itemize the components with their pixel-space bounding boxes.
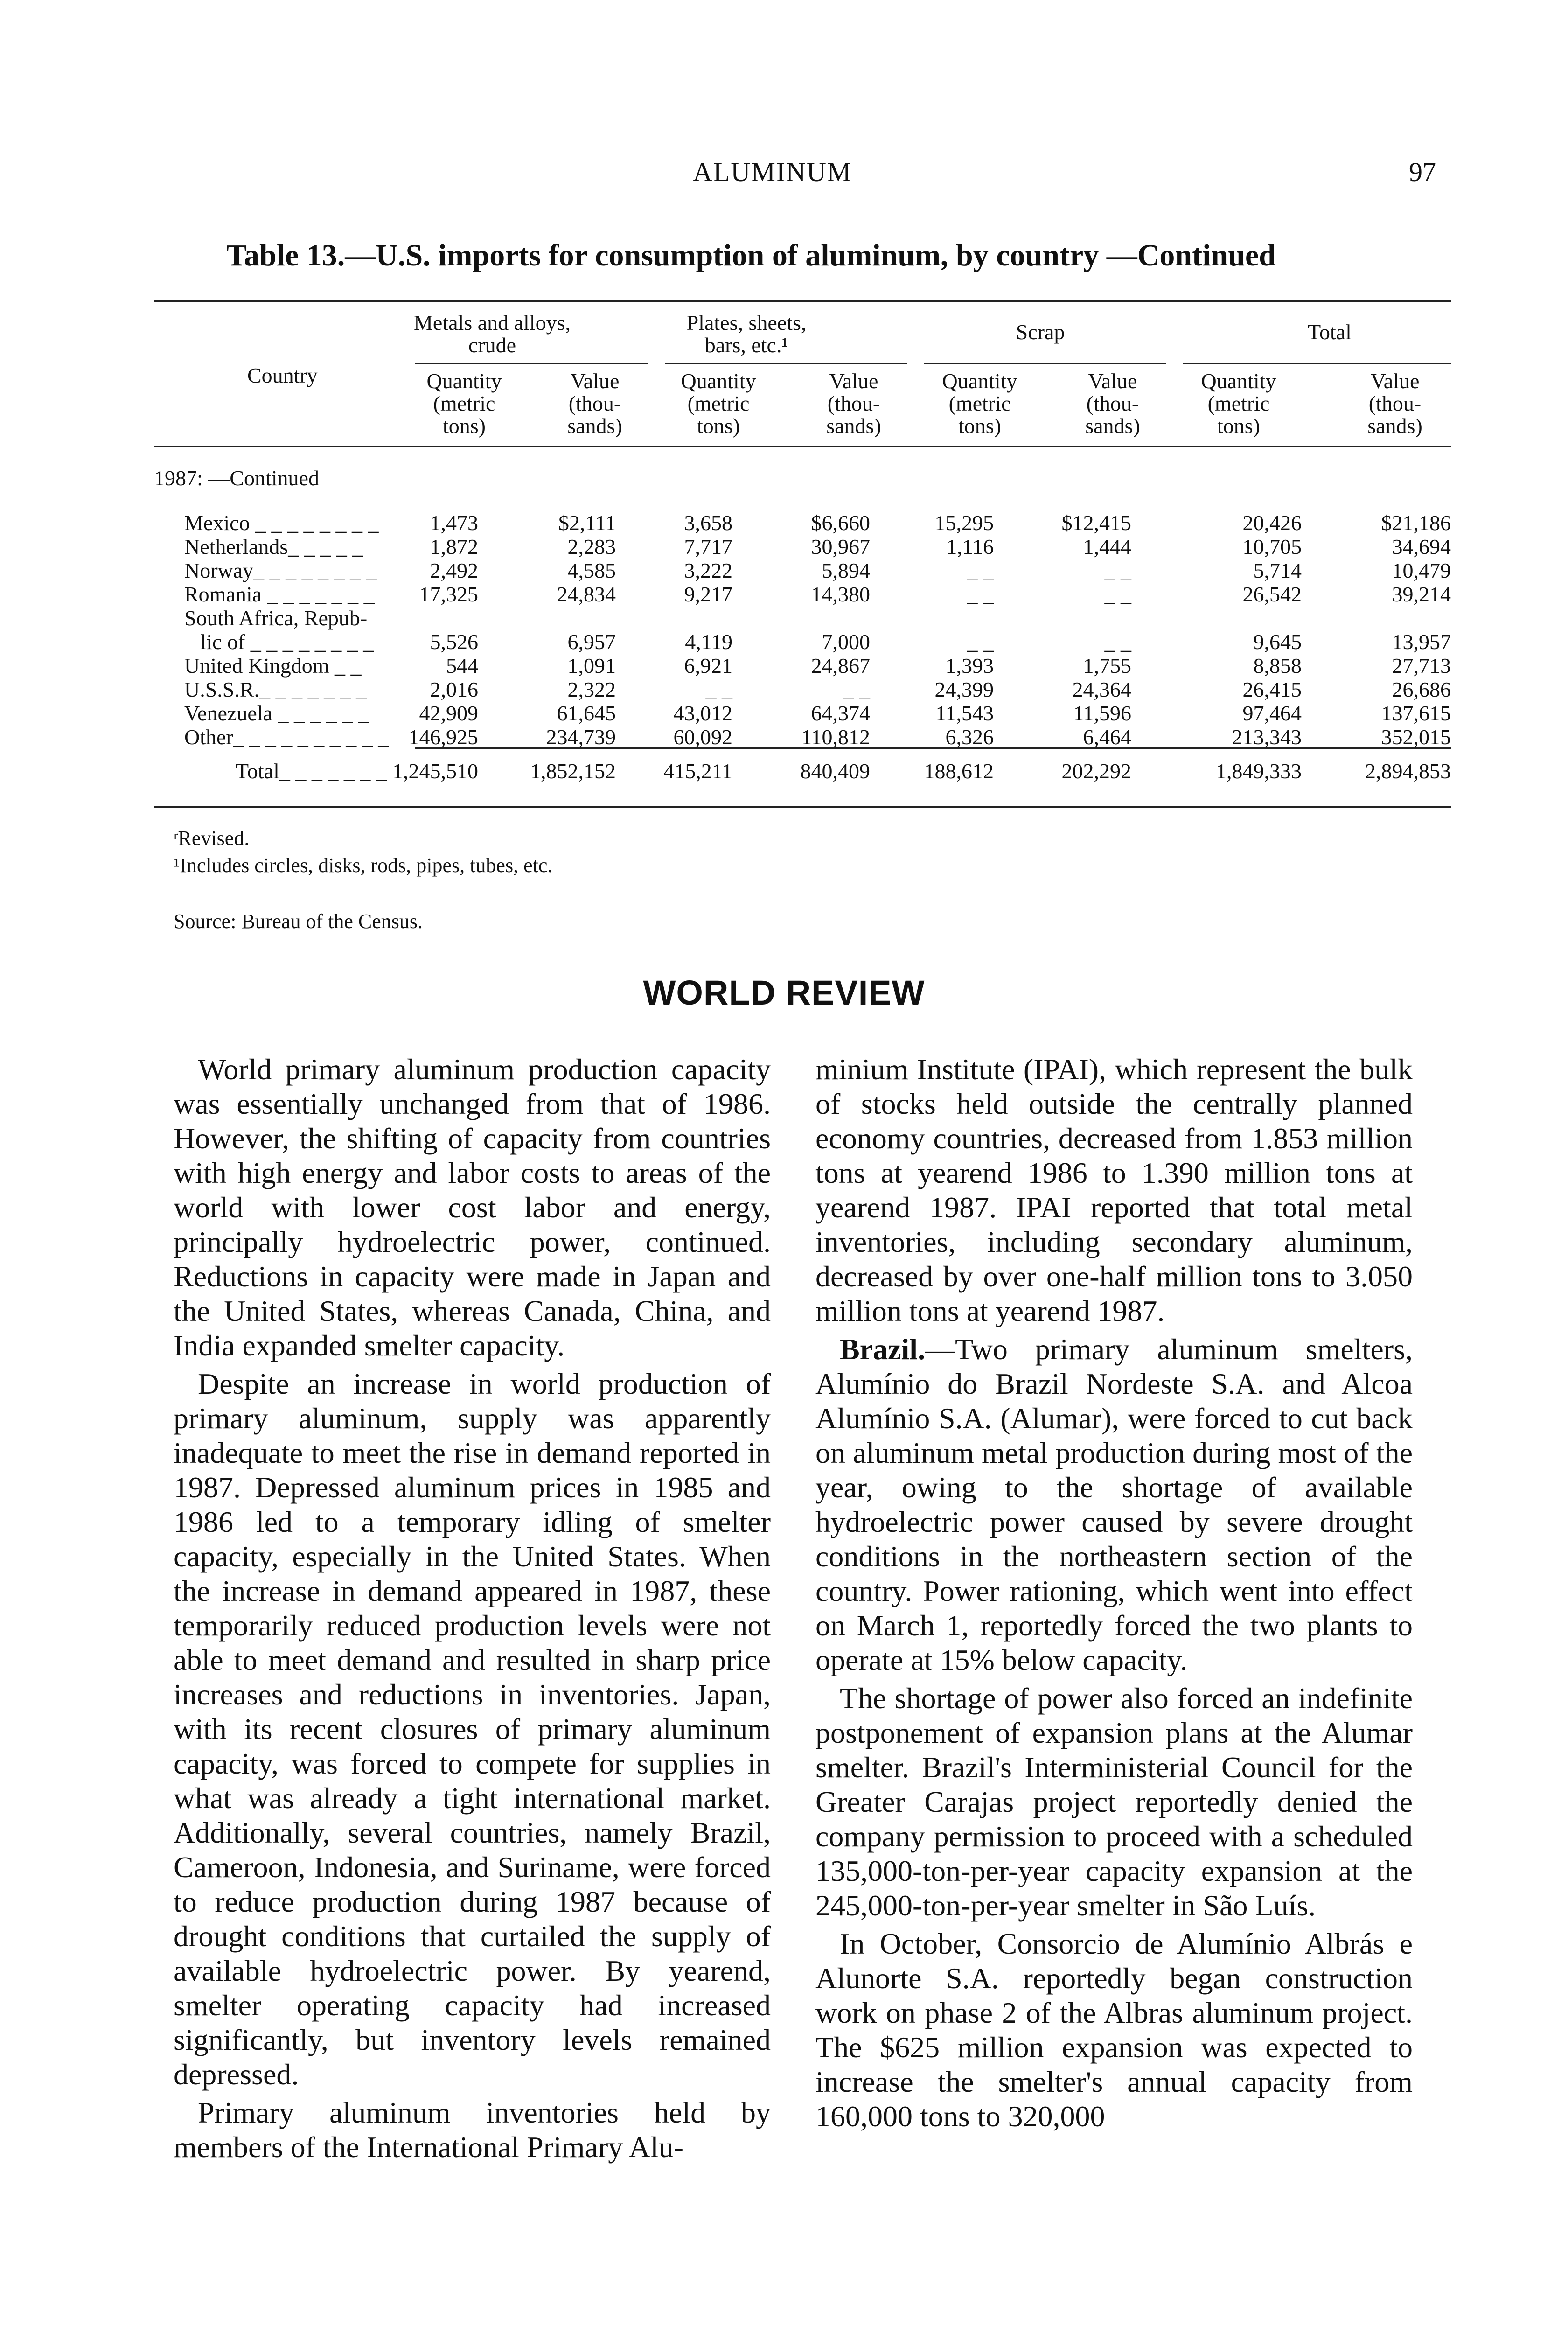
text-column-right [815,1052,1413,2134]
value-cell: $21,186 [1381,511,1451,535]
group-header-total: Total [1308,320,1352,344]
table-bottom-rule [154,806,1451,808]
value-cell: 26,542 [1242,582,1302,606]
country-cell: Other_ _ _ _ _ _ _ _ _ _ [184,725,389,749]
group-rule-total [1183,363,1451,364]
table-row [154,559,1451,583]
total-cell: 2,894,853 [1365,759,1451,783]
value-cell: 137,615 [1381,701,1451,725]
value-cell: 9,645 [1253,630,1302,654]
footnote-includes: ¹Includes circles, disks, rods, pipes, tubes, etc. [174,854,553,877]
group-rule-metals [415,363,648,364]
value-cell: 213,343 [1232,725,1302,749]
value-cell: 6,921 [684,654,732,678]
section-year-label: 1987: —Continued [154,466,319,490]
country-cell: Romania _ _ _ _ _ _ _ [184,582,375,606]
value-cell: _ _ [967,630,994,654]
value-cell: _ _ [967,559,994,582]
value-cell: 2,322 [567,678,616,701]
footnote-revised: ʳRevised. [174,827,250,850]
value-cell: $6,660 [811,511,870,535]
value-cell: 24,399 [934,678,994,701]
value-cell: _ _ [1104,630,1131,654]
value-cell: 17,325 [419,582,478,606]
paragraph: In October, Consorcio de Alumínio Albrás e Alunorte S.A. reportedly began construction work on phase 2 of the Albras aluminum project. The $625 million expansion was expected to increase the smelter's annual capacity from 160,000 tons to 320,000 [815,1927,1413,2133]
value-cell: 5,714 [1253,559,1302,582]
value-cell: 2,016 [430,678,478,701]
country-cell: Mexico _ _ _ _ _ _ _ _ [184,511,379,535]
table-row [154,535,1451,559]
value-cell: 3,222 [684,559,732,582]
value-cell: 1,755 [1083,654,1131,678]
value-cell: 6,957 [567,630,616,654]
value-cell: 42,909 [419,701,478,725]
total-cell: 840,409 [800,759,870,783]
section-title: WORLD REVIEW [643,973,925,1012]
table-row-total [154,760,1451,784]
value-cell: 8,858 [1253,654,1302,678]
table-title: Table 13.—U.S. imports for consumption of aluminum, by country —Continued [226,238,1276,272]
value-cell: 7,717 [684,535,732,559]
subheader-total-value: Value (thou- sands) [1367,369,1422,438]
country-cell: Norway_ _ _ _ _ _ _ _ [184,559,377,582]
value-cell: 6,326 [945,725,994,749]
value-cell: 1,393 [945,654,994,678]
country-cell: U.S.S.R._ _ _ _ _ _ _ [184,678,367,701]
table-row [154,511,1451,536]
table-source: Source: Bureau of the Census. [174,910,423,933]
text-column-left [174,1052,771,2165]
value-cell: 20,426 [1242,511,1302,535]
header-bottom-rule [154,446,1451,447]
page-number: 97 [1409,157,1436,187]
table-row [154,583,1451,607]
value-cell: 39,214 [1392,582,1451,606]
table-footnotes [174,825,552,935]
subheader-total-quantity: Quantity (metric tons) [1201,369,1276,438]
paragraph: Despite an increase in world production of primary aluminum, supply was apparently inadequate to meet the rise in demand reported in 1987. Depressed aluminum prices in 1985 and 1986 led to a temporary idling of smelter capacity, especially in the United States. When the increase in demand appeared in 1987, these temporarily reduced production levels were not able to meet demand and resulted in sharp price increases and reductions in inventories. Japan, with its recent closures of primary aluminum capacity, was forced to compete for supplies in what was already a tight international market. Additionally, several countries, namely Brazil, Cameroon, Indonesia, and Suriname, were forced to reduce production during 1987 because of drought conditions that curtailed the supply of available hydroelectric power. By yearend, smelter operating capacity had increased significantly, but inventory levels remained depressed. [174,1367,771,2091]
value-cell: 43,012 [673,701,732,725]
group-header-scrap: Scrap [1016,320,1065,344]
value-cell: 60,092 [673,725,732,749]
value-cell: 64,374 [811,701,870,725]
value-cell: 26,686 [1392,678,1451,701]
table-row [154,702,1451,726]
paragraph: World primary aluminum production capacity was essentially unchanged from that of 1986. However, the shifting of capacity from countries with high energy and labor costs to areas of the world with lower cost labor and energy, principally hydroelectric power, continued. Reductions in capacity were made in Japan and the United States, whereas Canada, China, and India expanded smelter capacity. [174,1053,771,1362]
value-cell: 11,543 [935,701,994,725]
subheader-metals-quantity: Quantity (metric tons) [426,369,502,438]
subheader-plates-quantity: Quantity (metric tons) [681,369,756,438]
subheader-plates-value: Value (thou- sands) [826,369,881,438]
value-cell: 6,464 [1083,725,1131,749]
table-row [154,678,1451,702]
total-cell: 1,849,333 [1216,759,1302,783]
paragraph: Primary aluminum inventories held by members of the International Primary Alu- [174,2096,771,2164]
value-cell: 1,091 [567,654,616,678]
running-title: ALUMINUM [693,157,852,187]
value-cell: 1,473 [430,511,478,535]
value-cell: $12,415 [1061,511,1131,535]
value-cell: 11,596 [1073,701,1131,725]
paragraph-brazil [815,1332,1413,1677]
table-row [154,607,1451,631]
value-cell: 146,925 [408,725,478,749]
total-cell: 188,612 [924,759,994,783]
subheader-scrap-quantity: Quantity (metric tons) [942,369,1017,438]
value-cell: 24,364 [1072,678,1131,701]
value-cell: 24,867 [811,654,870,678]
group-rule-plates [665,363,907,364]
value-cell: 7,000 [822,630,870,654]
value-cell: 4,585 [567,559,616,582]
subheader-scrap-value: Value (thou- sands) [1085,369,1140,438]
value-cell: 61,645 [557,701,616,725]
value-cell: 544 [446,654,478,678]
total-cell: 202,292 [1061,759,1131,783]
value-cell: 110,812 [801,725,870,749]
value-cell: 34,694 [1392,535,1451,559]
country-cell: lic of _ _ _ _ _ _ _ _ [184,630,374,654]
country-cell: United Kingdom _ _ [184,654,362,678]
country-cell: Netherlands_ _ _ _ _ [184,535,363,559]
running-head [0,156,1568,189]
total-rule [415,747,1451,749]
value-cell: 15,295 [934,511,994,535]
value-cell: 234,739 [546,725,616,749]
country-cell: Venezuela _ _ _ _ _ _ [184,701,369,725]
value-cell: $2,111 [558,511,616,535]
value-cell: 2,283 [567,535,616,559]
value-cell: 26,415 [1242,678,1302,701]
value-cell: 10,479 [1392,559,1451,582]
subheader-metals-value: Value (thou- sands) [567,369,622,438]
country-header: Country [247,363,318,387]
total-cell: 415,211 [663,759,732,783]
value-cell: 13,957 [1392,630,1451,654]
group-rule-scrap [924,363,1166,364]
value-cell: 10,705 [1242,535,1302,559]
value-cell: 30,967 [811,535,870,559]
value-cell: 5,526 [430,630,478,654]
value-cell: _ _ [705,678,732,701]
value-cell: 2,492 [430,559,478,582]
country-cell: South Africa, Repub- [184,606,368,630]
value-cell: 1,872 [430,535,478,559]
value-cell: 27,713 [1392,654,1451,678]
value-cell: 97,464 [1242,701,1302,725]
value-cell: 4,119 [685,630,732,654]
value-cell: 352,015 [1381,725,1451,749]
table-row [154,726,1451,750]
total-label: Total_ _ _ _ _ _ _ [236,759,387,783]
table-row [154,630,1451,655]
value-cell: _ _ [1104,559,1131,582]
value-cell: 3,658 [684,511,732,535]
table-top-rule [154,300,1451,302]
value-cell: 1,444 [1083,535,1131,559]
value-cell: _ _ [967,582,994,606]
total-cell: 1,245,510 [392,759,478,783]
brazil-text: —Two primary aluminum smelters, Alumínio do Brazil Nordeste S.A. and Alcoa Alumínio S.A. (Alumar), were forced to cut back on aluminum metal production during most of the year, owing to the shortage of available hydroelectric power caused by severe drought conditions in the northeastern section of the country. Power rationing, which went into effect on March 1, reportedly forced the two plants to operate at 15% below capacity. [815,1333,1413,1676]
value-cell: _ _ [843,678,870,701]
value-cell: _ _ [1104,582,1131,606]
value-cell: 14,380 [811,582,870,606]
group-header-plates: Plates, sheets, bars, etc.¹ [686,311,807,357]
paragraph-continuation: minium Institute (IPAI), which represent the bulk of stocks held outside the centrally planned economy countries, decreased from 1.853 million tons at yearend 1986 to 1.390 million tons at yearend 1987. IPAI reported that total metal inventories, including secondary aluminum, decreased by over one-half million tons to 3.050 million tons at yearend 1987. [815,1053,1413,1327]
value-cell: 1,116 [946,535,994,559]
group-header-metals: Metals and alloys, crude [414,311,571,357]
paragraph: The shortage of power also forced an indefinite postponement of expansion plans at the Alumar smelter. Brazil's Interministerial Council for the Greater Carajas project reportedly denied the company permission to proceed with a scheduled 135,000-ton-per-year capacity expansion at the 245,000-ton-per-year smelter in São Luís. [815,1682,1413,1922]
value-cell: 24,834 [557,582,616,606]
value-cell: 9,217 [684,582,732,606]
brazil-heading: Brazil. [840,1333,926,1366]
value-cell: 5,894 [822,559,870,582]
total-cell: 1,852,152 [530,759,616,783]
table-row [154,654,1451,678]
